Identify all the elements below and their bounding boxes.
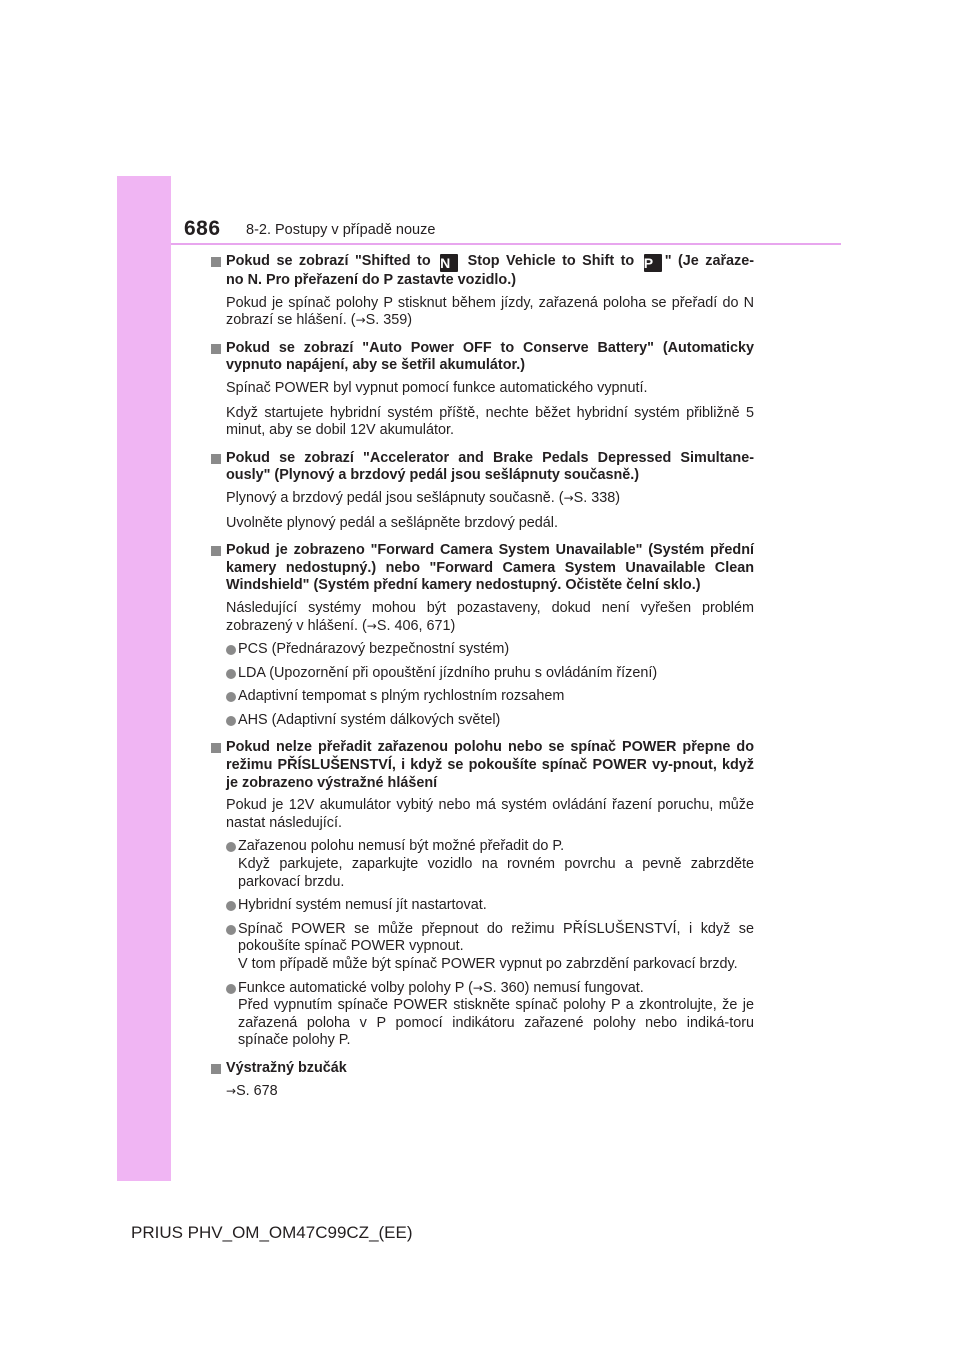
list-item: Adaptivní tempomat s plným rychlostním rozsahem <box>210 688 754 706</box>
item-text: Uvolněte plynový pedál a sešlápněte brzdový pedál. <box>226 514 558 531</box>
arrow-icon: → <box>366 618 377 633</box>
item-heading-auto-power-off: Pokud se zobrazí "Auto Power OFF to Conserve Battery" (Automaticky vypnuto napájení, aby se šetřil akumulátor.) <box>210 340 754 375</box>
list-item: Hybridní systém nemusí jít nastartovat. <box>210 897 754 915</box>
item-text: Následující systémy mohou být pozastaveny, dokud není vyřešen problém zobrazený v hlášení. (→S. 406, 671) <box>226 599 754 634</box>
square-bullet-icon <box>211 344 221 354</box>
list-item: Funkce automatické volby polohy P (→S. 360) nemusí fungovat. Před vypnutím spínače POWER stiskněte spínač polohy P a zkontrolujte, že je zařazená poloha v P pomocí indikátoru zařazené polohy nebo indiká-toru spínače polohy P. <box>210 980 754 1050</box>
arrow-icon: → <box>226 1083 237 1098</box>
square-bullet-icon <box>211 454 221 464</box>
arrow-icon: → <box>472 980 483 995</box>
item-text: Plynový a brzdový pedál jsou sešlápnuty současně. (→S. 338) <box>226 489 621 506</box>
square-bullet-icon <box>211 743 221 753</box>
item-heading-cannot-shift: Pokud nelze přeřadit zařazenou polohu nebo se spínač POWER přepne do režimu PŘÍSLUŠENSTVÍ, i když se pokoušíte spínač POWER vy-pnout, když je zobrazeno výstražné hlášení <box>210 739 754 792</box>
arrow-icon: → <box>355 313 366 328</box>
round-bullet-icon <box>226 984 236 994</box>
square-bullet-icon <box>211 546 221 556</box>
header-divider <box>171 243 841 245</box>
square-bullet-icon <box>211 257 221 267</box>
item-heading-warning-buzzer: Výstražný bzučák <box>210 1060 754 1078</box>
list-item: PCS (Přednárazový bezpečnostní systém) <box>210 641 754 659</box>
item-heading-forward-camera: Pokud je zobrazeno "Forward Camera System Unavailable" (Systém přední kamery nedostupný.) nebo "Forward Camera System Unavailable Clean Windshield" (Systém přední kamery nedostupný. Očistěte čelní sklo.) <box>210 542 754 595</box>
item-text: Pokud je 12V akumulátor vybitý nebo má systém ovládání řazení poruchu, může nastat následující. <box>226 797 754 831</box>
document-code-footer: PRIUS PHV_OM_OM47C99CZ_(EE) <box>131 1223 413 1242</box>
round-bullet-icon <box>226 842 236 852</box>
item-text: Spínač POWER byl vypnut pomocí funkce automatického vypnutí. <box>226 379 648 396</box>
item-text: →S. 678 <box>226 1082 278 1099</box>
section-tab-bar <box>117 176 171 1181</box>
item-heading-pedals-depressed: Pokud se zobrazí "Accelerator and Brake Pedals Depressed Simultane-ously" (Plynový a brzdový pedál jsou sešlápnuty současně.) <box>210 450 754 485</box>
square-bullet-icon <box>211 1064 221 1074</box>
list-item: AHS (Adaptivní systém dálkových světel) <box>210 712 754 730</box>
section-title: 8-2. Postupy v případě nouze <box>246 222 436 238</box>
list-item: Zařazenou polohu nemusí být možné přeřadit do P. Když parkujete, zaparkujte vozidlo na rovném povrchu a pevně zabrzděte parkovací brzdu. <box>210 838 754 891</box>
item-text: Když startujete hybridní systém příště, nechte běžet hybridní systém přibližně 5 minut, aby se dobil 12V akumulátor. <box>226 404 754 439</box>
item-heading-shifted-to-n: Pokud se zobrazí "Shifted to N Stop Vehicle to Shift to P " (Je zařaze- no N. Pro přeřazení do P zastavte vozidlo.) <box>210 253 754 290</box>
round-bullet-icon <box>226 716 236 726</box>
page-number: 686 <box>184 217 221 240</box>
gear-n-indicator-icon: N <box>440 254 458 272</box>
round-bullet-icon <box>226 692 236 702</box>
list-item: LDA (Upozornění při opouštění jízdního pruhu s ovládáním řízení) <box>210 665 754 683</box>
round-bullet-icon <box>226 901 236 911</box>
gear-p-indicator-icon: P <box>644 254 662 272</box>
round-bullet-icon <box>226 925 236 935</box>
round-bullet-icon <box>226 669 236 679</box>
arrow-icon: → <box>563 490 574 505</box>
item-text: Pokud je spínač polohy P stisknut během jízdy, zařazená poloha se přeřadí do N zobrazí se hlášení. (→S. 359) <box>226 294 754 329</box>
page-content <box>210 253 754 1100</box>
round-bullet-icon <box>226 645 236 655</box>
list-item: Spínač POWER se může přepnout do režimu PŘÍSLUŠENSTVÍ, i když se pokoušíte spínač POWER vypnout. V tom případě může být spínač POWER vypnut po zabrzdění parkovací brzdy. <box>210 921 754 974</box>
